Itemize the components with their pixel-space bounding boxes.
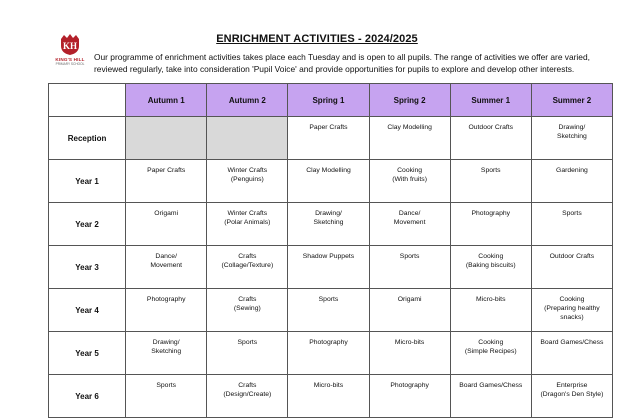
table-cell xyxy=(531,160,612,203)
table-corner-cell xyxy=(49,84,126,117)
cell-text-line: Photography xyxy=(390,382,429,389)
table-cell xyxy=(207,289,288,332)
table-cell xyxy=(126,375,207,418)
table-cell xyxy=(288,160,369,203)
column-header: Spring 1 xyxy=(288,84,369,117)
table-row xyxy=(49,203,613,246)
table-row xyxy=(49,289,613,332)
table-cell xyxy=(450,289,531,332)
table-cell xyxy=(288,375,369,418)
table-cell xyxy=(369,203,450,246)
cell-text-line: Photography xyxy=(146,296,186,303)
row-header: Year 4 xyxy=(49,289,126,332)
cell-text-line: Enterprise xyxy=(556,382,588,389)
cell-text-line: Sports xyxy=(480,167,501,174)
table-cell xyxy=(288,117,369,160)
cell-text-line: Clay Modelling xyxy=(306,167,351,174)
table-cell xyxy=(369,117,450,160)
cell-text-line: Sports xyxy=(562,210,582,217)
table-row xyxy=(49,246,613,289)
table-cell xyxy=(207,203,288,246)
table-cell xyxy=(126,160,207,203)
school-name: KING'S HILL xyxy=(55,57,85,62)
cell-text-line: Origami xyxy=(397,296,422,303)
cell-text-line: (Design/Create) xyxy=(223,391,272,398)
intro-line-2: reviewed regularly, take into consideration 'Pupil Voice' and provide opportunities for pupils to explore and develop other interests. xyxy=(94,64,575,74)
cell-text-line: Sports xyxy=(318,296,339,303)
table-cell xyxy=(126,289,207,332)
row-header: Reception xyxy=(49,117,126,160)
cell-text-line: Gardening xyxy=(556,167,588,174)
cell-text-line: Paper Crafts xyxy=(309,124,348,131)
table-cell xyxy=(450,246,531,289)
cell-text-line: Photography xyxy=(309,339,348,346)
cell-text-line: Crafts xyxy=(238,382,257,389)
intro-paragraph xyxy=(94,51,614,75)
cell-text-line: Cooking xyxy=(478,339,504,346)
cell-text-line: (Dragon's Den Style) xyxy=(540,391,604,398)
table-cell xyxy=(450,332,531,375)
intro-line-1: Our programme of enrichment activities takes place each Tuesday and is open to all pupils. The range of activities we offer are varied, xyxy=(94,52,590,62)
cell-text-line: Crafts xyxy=(238,296,257,303)
cell-text-line: Cooking xyxy=(478,253,504,260)
cell-text-line: Dance/ xyxy=(155,253,177,260)
cell-text-line: Outdoor Crafts xyxy=(549,253,595,260)
cell-text-line: Winter Crafts xyxy=(227,167,268,174)
table-cell xyxy=(531,375,612,418)
table-cell xyxy=(126,332,207,375)
cell-text-line: Shadow Puppets xyxy=(302,253,355,260)
table-cell xyxy=(126,117,207,160)
table-cell xyxy=(450,203,531,246)
table-cell xyxy=(369,160,450,203)
table-cell xyxy=(126,246,207,289)
cell-text-line: Board Games/Chess xyxy=(540,339,604,346)
cell-text-line: Drawing/ xyxy=(315,210,342,217)
cell-text-line: Movement xyxy=(150,262,183,269)
cell-text-line: Sports xyxy=(156,382,177,389)
column-header: Summer 2 xyxy=(531,84,612,117)
table-row xyxy=(49,117,613,160)
table-cell xyxy=(531,203,612,246)
row-header: Year 5 xyxy=(49,332,126,375)
table-cell xyxy=(126,203,207,246)
cell-text-line: Drawing/ xyxy=(152,339,180,346)
cell-text-line: Sports xyxy=(237,339,258,346)
table-cell xyxy=(369,332,450,375)
cell-text-line: Sketching xyxy=(313,219,344,226)
table-cell xyxy=(288,203,369,246)
table-cell xyxy=(207,375,288,418)
cell-text-line: Micro-bits xyxy=(313,382,344,389)
cell-text-line: Clay Modelling xyxy=(387,124,432,131)
row-header: Year 1 xyxy=(49,160,126,203)
cell-text-line: Origami xyxy=(154,210,179,217)
cell-text-line: Dance/ xyxy=(398,210,421,217)
table-header-row xyxy=(49,84,613,117)
table-cell xyxy=(531,289,612,332)
table-cell xyxy=(450,160,531,203)
table-cell xyxy=(207,117,288,160)
cell-text-line: (Sewing) xyxy=(233,305,261,312)
cell-text-line: Board Games/Chess xyxy=(459,382,523,389)
school-subtitle: PRIMARY SCHOOL xyxy=(55,62,85,66)
cell-text-line: (Penguins) xyxy=(230,176,264,183)
column-header: Spring 2 xyxy=(369,84,450,117)
page-title: ENRICHMENT ACTIVITIES - 2024/2025 xyxy=(216,33,418,45)
cell-text-line: Sketching xyxy=(556,133,587,140)
cell-text-line: Micro-bits xyxy=(394,339,425,346)
table-cell xyxy=(369,246,450,289)
row-header: Year 6 xyxy=(49,375,126,418)
table-cell xyxy=(531,246,612,289)
cell-text-line: (Polar Animals) xyxy=(224,219,271,226)
column-header: Autumn 1 xyxy=(126,84,207,117)
table-cell xyxy=(450,117,531,160)
cell-text-line: Photography xyxy=(471,210,511,217)
table-cell xyxy=(288,289,369,332)
cell-text-line: (With fruits) xyxy=(392,176,427,183)
cell-text-line: Crafts xyxy=(238,253,257,260)
cell-text-line: Winter Crafts xyxy=(227,210,268,217)
cell-text-line: Drawing/ xyxy=(558,124,586,131)
cell-text-line: (Simple Recipes) xyxy=(464,348,517,355)
column-header: Autumn 2 xyxy=(207,84,288,117)
cell-text-line: snacks) xyxy=(560,314,584,321)
cell-text-line: (Preparing healthy xyxy=(544,305,600,312)
cell-text-line: Cooking xyxy=(397,167,423,174)
column-header: Summer 1 xyxy=(450,84,531,117)
cell-text-line: Micro-bits xyxy=(476,296,506,303)
cell-text-line: Movement xyxy=(393,219,426,226)
table-cell xyxy=(369,289,450,332)
table-cell xyxy=(207,332,288,375)
table-row xyxy=(49,332,613,375)
cell-text-line: Cooking xyxy=(559,296,585,303)
row-header: Year 3 xyxy=(49,246,126,289)
logo-letters: KH xyxy=(62,41,78,51)
table-cell xyxy=(531,117,612,160)
table-cell xyxy=(207,246,288,289)
enrichment-table xyxy=(48,83,613,418)
cell-text-line: (Baking biscuits) xyxy=(465,262,516,269)
cell-text-line: Sketching xyxy=(151,348,182,355)
table-cell xyxy=(207,160,288,203)
cell-text-line: (Collage/Texture) xyxy=(221,262,274,269)
table-cell xyxy=(288,332,369,375)
table-cell xyxy=(531,332,612,375)
table-cell xyxy=(450,375,531,418)
table-row xyxy=(49,375,613,418)
cell-text-line: Outdoor Crafts xyxy=(468,124,514,131)
cell-text-line: Paper Crafts xyxy=(147,167,186,174)
row-header: Year 2 xyxy=(49,203,126,246)
cell-text-line: Sports xyxy=(399,253,420,260)
table-row xyxy=(49,160,613,203)
table-cell xyxy=(288,246,369,289)
table-cell xyxy=(369,375,450,418)
